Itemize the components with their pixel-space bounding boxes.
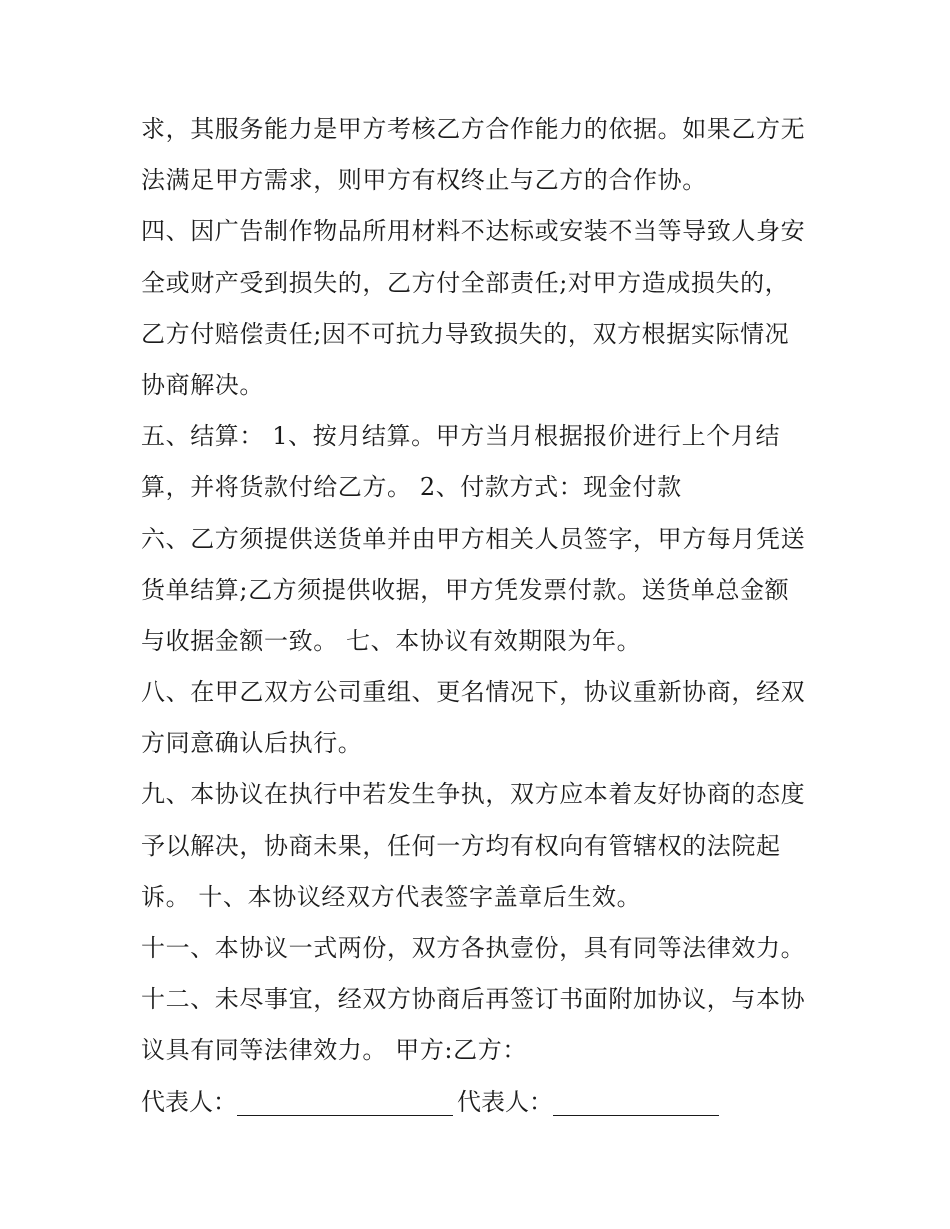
text-line: 与收据金额一致。 七、本协议有效期限为年。: [141, 626, 642, 655]
text-line: 算，并将货款付给乙方。 2、付款方式：现金付款: [141, 473, 682, 502]
text-line: 货单结算;乙方须提供收据，甲方凭发票付款。送货单总金额: [141, 575, 790, 604]
text-line: 议具有同等法律效力。 甲方:乙方：: [141, 1036, 527, 1065]
text-line: 方同意确认后执行。: [141, 729, 363, 758]
text-line: 予以解决，协商未果，任何一方均有权向有管辖权的法院起: [141, 831, 781, 860]
representative-label-b: 代表人：: [457, 1087, 553, 1116]
text-line: 乙方付赔偿责任;因不可抗力导致损失的，双方根据实际情况: [141, 319, 790, 348]
text-line: 八、在甲乙双方公司重组、更名情况下，协议重新协商，经双: [141, 678, 806, 707]
signature-line: [141, 1077, 831, 1128]
text-line: 五、结算： 1、按月结算。甲方当月根据报价进行上个月结: [141, 422, 781, 451]
representative-blank-b: [553, 1114, 719, 1116]
text-line: 六、乙方须提供送货单并由甲方相关人员签字，甲方每月凭送: [141, 524, 806, 553]
text-line: 求，其服务能力是甲方考核乙方合作能力的依据。如果乙方无: [141, 115, 806, 143]
text-line: 四、因广告制作物品所用材料不达标或安装不当等导致人身安: [141, 217, 806, 246]
text-line: 诉。 十、本协议经双方代表签字盖章后生效。: [141, 882, 642, 911]
text-line: 协商解决。: [141, 370, 264, 399]
text-line: 九、本协议在执行中若发生争执，双方应本着友好协商的态度: [141, 780, 806, 809]
text-line: 十一、本协议一式两份，双方各执壹份，具有同等法律效力。: [141, 934, 806, 962]
text-line: 全或财产受到损失的，乙方付全部责任;对甲方造成损失的，: [141, 268, 790, 297]
representative-label-a: 代表人：: [141, 1087, 237, 1116]
text-line: 法满足甲方需求，则甲方有权终止与乙方的合作协。: [141, 166, 707, 195]
document-body: [141, 104, 831, 1128]
representative-blank-a: [237, 1114, 453, 1116]
text-line: 十二、未尽事宜，经双方协商后再签订书面附加协议，与本协: [141, 985, 806, 1014]
